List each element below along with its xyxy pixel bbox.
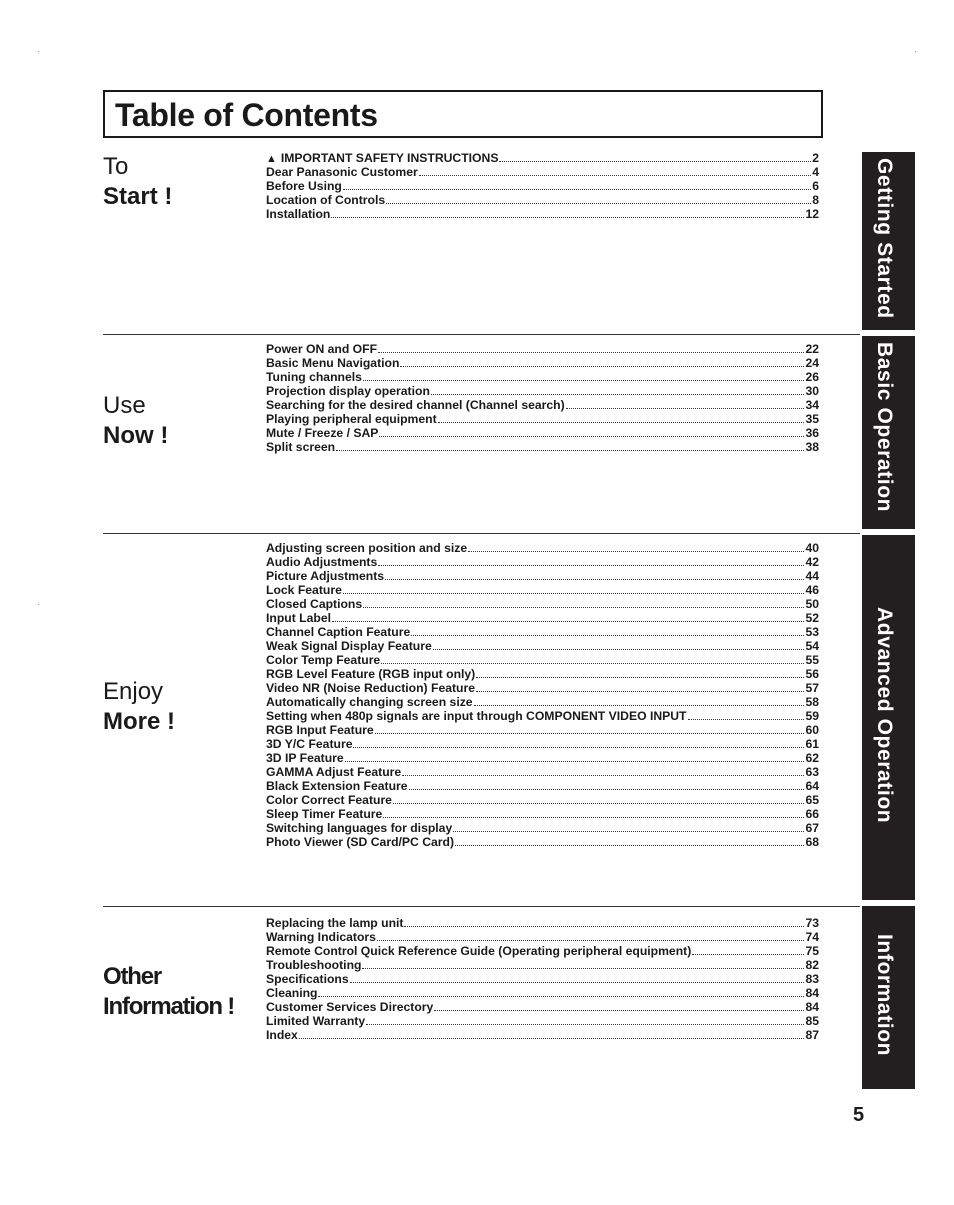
toc-entry-text: IMPORTANT SAFETY INSTRUCTIONS [280,151,499,165]
toc-entry[interactable] [266,723,819,737]
toc-entry-text: Mute / Freeze / SAP [266,426,379,440]
toc-entry[interactable] [266,426,819,440]
toc-entry-page: 59 [805,709,819,723]
dot-leader [318,986,804,997]
toc-entry[interactable] [266,440,819,454]
section-heading-line2: Start ! [103,183,173,210]
toc-entry-page: 83 [805,972,819,986]
toc-entry-text: Switching languages for display [266,821,453,835]
toc-entry[interactable] [266,611,819,625]
toc-entry[interactable] [266,555,819,569]
toc-entry[interactable] [266,1028,819,1042]
toc-entry-page: 63 [805,765,819,779]
toc-entry-page: 26 [805,370,819,384]
dot-leader [336,440,804,451]
dot-leader [402,765,804,776]
toc-entry-title [266,356,399,370]
dot-leader [343,583,805,594]
toc-entry-text: Setting when 480p signals are input through COMPONENT VIDEO INPUT [266,709,687,723]
toc-entry-title [266,583,342,597]
toc-entry-title [266,412,437,426]
toc-entry-title [266,541,467,555]
toc-entry-page: 40 [805,541,819,555]
toc-entry-text: Dear Panasonic Customer [266,165,418,179]
toc-entry[interactable] [266,944,819,958]
toc-entry-page: 66 [805,807,819,821]
dot-leader [453,821,804,832]
toc-entry-page: 6 [812,179,819,193]
toc-entry-text: Split screen [266,440,336,454]
toc-entry-text: Basic Menu Navigation [266,356,400,370]
toc-list [266,342,819,454]
tab-label: Getting Started [873,158,896,319]
toc-entry-page: 22 [805,342,819,356]
toc-entry[interactable] [266,986,819,1000]
title-box [103,90,823,138]
section-heading-line2: Now ! [103,422,169,449]
toc-entry[interactable] [266,370,819,384]
toc-entry-text: Installation [266,207,331,221]
toc-entry-text: Input Label [266,611,331,625]
toc-entry-text: Warning Indicators [266,930,376,944]
toc-entry-title [266,667,475,681]
dot-leader [381,653,804,664]
toc-entry-page: 56 [805,667,819,681]
toc-entry-text: Picture Adjustments [266,569,385,583]
toc-entry[interactable] [266,751,819,765]
toc-entry-page: 73 [805,916,819,930]
toc-entry-page: 8 [812,193,819,207]
toc-entry-text: Color Temp Feature [266,653,381,667]
toc-entry-title [266,835,454,849]
toc-entry-title [266,958,361,972]
dot-leader [366,1014,804,1025]
section-heading [103,677,175,737]
toc-entry[interactable] [266,930,819,944]
toc-entry-page: 84 [805,1000,819,1014]
dot-leader [474,695,805,706]
toc-entry-title [266,1014,365,1028]
toc-entry-title [266,426,378,440]
toc-list [266,916,819,1042]
toc-entry-page: 52 [805,611,819,625]
dot-leader [438,412,805,423]
toc-entry-title [266,944,691,958]
toc-entry-title [266,821,452,835]
dot-leader [419,165,811,176]
toc-list [266,151,819,221]
toc-entry-text: Video NR (Noise Reduction) Feature [266,681,476,695]
toc-entry[interactable] [266,412,819,426]
toc-entry-page: 75 [805,944,819,958]
toc-entry-text: Limited Warranty [266,1014,366,1028]
dot-leader [353,737,804,748]
toc-entry-text: Closed Captions [266,597,363,611]
toc-entry-text: Power ON and OFF [266,342,378,356]
toc-entry-title [266,569,384,583]
toc-entry-title [266,986,317,1000]
dot-leader [431,384,805,395]
toc-entry-text: Projection display operation [266,384,430,398]
toc-entry-text: RGB Input Feature [266,723,374,737]
toc-entry-text: Remote Control Quick Reference Guide (Operating peripheral equipment) [266,944,692,958]
toc-entry[interactable] [266,151,819,165]
dot-leader [363,597,804,608]
toc-entry-text: Audio Adjustments [266,555,378,569]
toc-entry[interactable] [266,1014,819,1028]
tab-label: Advanced Operation [873,607,896,824]
tab-label: Information [873,934,896,1057]
toc-entry-title [266,709,687,723]
toc-entry-title [266,611,331,625]
toc-entry-text: Adjusting screen position and size [266,541,468,555]
toc-entry-page: 50 [805,597,819,611]
toc-entry-title [266,793,392,807]
toc-entry[interactable] [266,737,819,751]
toc-entry[interactable] [266,695,819,709]
toc-entry[interactable] [266,958,819,972]
toc-entry-page: 84 [805,986,819,1000]
dot-leader [393,793,804,804]
toc-entry-page: 60 [805,723,819,737]
toc-entry-text: Specifications [266,972,349,986]
page-number: 5 [853,1104,865,1126]
dot-leader [386,193,811,204]
toc-entry-title [266,695,473,709]
toc-entry-text: Sleep Timer Feature [266,807,383,821]
toc-entry-title [266,207,330,221]
section-heading-line1: Enjoy [103,678,164,705]
toc-entry-text: Photo Viewer (SD Card/PC Card) [266,835,455,849]
dot-leader [363,370,805,381]
tab-information[interactable] [862,906,915,1089]
toc-entry-text: Automatically changing screen size [266,695,473,709]
toc-entry[interactable] [266,807,819,821]
toc-list [266,541,819,849]
toc-entry-title [266,597,362,611]
dot-leader [400,356,804,367]
toc-entry-title [266,930,376,944]
dot-leader [331,207,804,218]
toc-entry[interactable] [266,342,819,356]
toc-entry-page: 65 [805,793,819,807]
toc-entry-text: Before Using [266,179,342,193]
toc-entry-title [266,370,362,384]
toc-entry-page: 53 [805,625,819,639]
dot-leader [468,541,804,552]
toc-entry-text: Channel Caption Feature [266,625,411,639]
toc-entry-page: 36 [805,426,819,440]
toc-entry-title [266,653,380,667]
toc-entry-page: 35 [805,412,819,426]
toc-entry-page: 82 [805,958,819,972]
toc-entry[interactable] [266,569,819,583]
toc-entry-page: 58 [805,695,819,709]
dot-leader [411,625,804,636]
toc-entry-page: 68 [805,835,819,849]
toc-entry-title [266,384,430,398]
dot-leader [343,179,811,190]
toc-entry-page: 74 [805,930,819,944]
toc-entry-text: 3D Y/C Feature [266,737,353,751]
dot-leader [692,944,804,955]
toc-entry-title [266,765,401,779]
toc-entry-text: GAMMA Adjust Feature [266,765,402,779]
section-heading [103,391,168,451]
toc-entry-text: Location of Controls [266,193,386,207]
toc-entry-title [266,639,432,653]
section-divider [103,906,860,907]
dot-leader [499,151,811,162]
toc-entry[interactable] [266,1000,819,1014]
toc-entry-title [266,807,382,821]
toc-entry[interactable] [266,639,819,653]
toc-entry[interactable] [266,916,819,930]
toc-entry-text: Cleaning [266,986,318,1000]
section-heading-line1: To [103,153,129,180]
toc-entry-text: Troubleshooting [266,958,362,972]
dot-leader [378,342,804,353]
dot-leader [409,779,805,790]
toc-entry-title [266,151,498,166]
toc-entry-title [266,555,377,569]
dot-leader [433,639,805,650]
toc-entry-title [266,398,565,412]
toc-entry-page: 42 [805,555,819,569]
toc-entry-page: 34 [805,398,819,412]
dot-leader [688,709,805,720]
toc-entry-title [266,723,374,737]
dot-leader [566,398,805,409]
dot-leader [455,835,804,846]
toc-entry[interactable] [266,765,819,779]
dot-leader [385,569,804,580]
dot-leader [362,958,804,969]
section-heading-line1: Other [103,963,162,990]
toc-entry-page: 46 [805,583,819,597]
dot-leader [332,611,804,622]
tab-basic-operation[interactable] [862,336,915,529]
dot-leader [379,426,804,437]
tab-label: Basic Operation [873,342,896,513]
dot-leader [476,681,804,692]
toc-entry-text: Lock Feature [266,583,342,597]
toc-entry-title [266,1028,298,1042]
toc-entry-page: 87 [805,1028,819,1042]
toc-entry[interactable] [266,398,819,412]
toc-entry-text: Tuning channels [266,370,362,384]
toc-entry[interactable] [266,972,819,986]
toc-entry[interactable] [266,681,819,695]
page-title: Table of Contents [115,97,378,133]
scan-speck [38,51,39,52]
toc-entry-page: 64 [805,779,819,793]
toc-entry[interactable] [266,597,819,611]
section-heading-line1: Use [103,392,146,419]
toc-entry[interactable] [266,165,819,179]
dot-leader [299,1028,805,1039]
dot-leader [476,667,804,678]
toc-entry[interactable] [266,356,819,370]
toc-entry-text: 3D IP Feature [266,751,344,765]
toc-entry-page: 4 [812,165,819,179]
toc-entry-title [266,751,344,765]
toc-entry-text: Color Correct Feature [266,793,392,807]
toc-entry-text: Index [266,1028,298,1042]
toc-entry-title [266,737,352,751]
toc-entry-page: 44 [805,569,819,583]
toc-entry-title [266,625,410,639]
tab-advanced-operation[interactable] [862,535,915,900]
toc-entry-text: Black Extension Feature [266,779,408,793]
toc-entry-text: RGB Level Feature (RGB input only) [266,667,476,681]
toc-entry-title [266,193,385,207]
dot-leader [375,723,805,734]
section-heading [103,962,234,1022]
toc-entry-title [266,972,349,986]
toc-entry[interactable] [266,793,819,807]
toc-entry[interactable] [266,653,819,667]
dot-leader [345,751,805,762]
toc-entry-text: Replacing the lamp unit [266,916,404,930]
section-divider [103,334,860,335]
toc-entry-title [266,681,475,695]
toc-entry-page: 85 [805,1014,819,1028]
toc-entry-text: Searching for the desired channel (Channel search) [266,398,565,412]
toc-entry-title [266,179,342,193]
toc-entry-title [266,342,377,356]
toc-entry[interactable] [266,193,819,207]
section-heading-line2: Information ! [103,993,235,1020]
scan-speck [915,51,916,52]
toc-entry-page: 67 [805,821,819,835]
toc-entry[interactable] [266,207,819,221]
toc-entry-page: 62 [805,751,819,765]
section-heading-line2: More ! [103,708,175,735]
dot-leader [377,930,805,941]
toc-entry[interactable] [266,821,819,835]
toc-entry-page: 24 [805,356,819,370]
scan-speck [38,604,39,605]
toc-entry-page: 54 [805,639,819,653]
toc-entry[interactable] [266,583,819,597]
dot-leader [404,916,804,927]
toc-entry[interactable] [266,384,819,398]
toc-entry[interactable] [266,625,819,639]
dot-leader [434,1000,804,1011]
toc-entry-page: 2 [812,151,819,165]
tab-getting-started[interactable] [862,152,915,330]
toc-entry-text: Weak Signal Display Feature [266,639,432,653]
dot-leader [350,972,805,983]
toc-entry[interactable] [266,667,819,681]
toc-entry-title [266,779,408,793]
toc-entry-page: 61 [805,737,819,751]
toc-entry-title [266,916,403,930]
toc-entry-title [266,1000,433,1014]
toc-entry-page: 55 [805,653,819,667]
section-heading [103,152,172,212]
toc-entry[interactable] [266,709,819,723]
section-divider [103,533,860,534]
toc-entry-title [266,440,335,454]
toc-entry[interactable] [266,779,819,793]
toc-entry-text: Customer Services Directory [266,1000,434,1014]
toc-entry-text: Playing peripheral equipment [266,412,437,426]
toc-entry-page: 30 [805,384,819,398]
toc-entry-title [266,165,418,179]
dot-leader [378,555,804,566]
toc-entry-page: 12 [805,207,819,221]
toc-entry-page: 38 [805,440,819,454]
warning-triangle-icon: ▲ [266,153,277,165]
toc-entry[interactable] [266,835,819,849]
toc-entry-page: 57 [805,681,819,695]
toc-entry[interactable] [266,541,819,555]
toc-entry[interactable] [266,179,819,193]
dot-leader [383,807,804,818]
